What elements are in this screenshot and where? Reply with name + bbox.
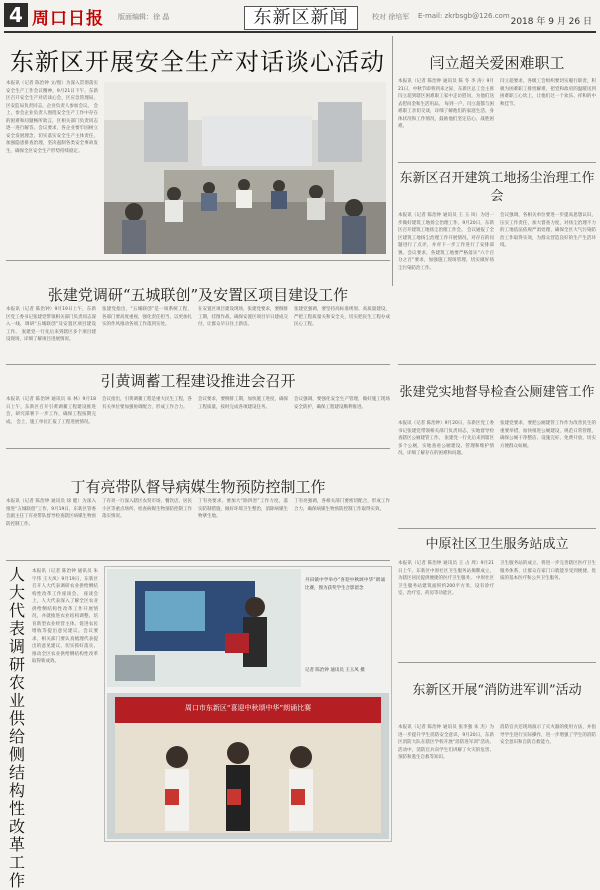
article-body-pest-4: 丁有亮强调，各相关部门要密切配合，形成工作合力，确保病媒生物预防控制工作取得实效。 [294, 499, 390, 512]
page-number: 4 [4, 3, 28, 27]
photo-caption: 丹田镇中学举办“喜迎中秋颂中华”朗诵比赛，图为获奖学生合影留念 [305, 578, 385, 591]
article-title-toilet: 张建党实地督导检查公厕建管工作 [399, 385, 595, 400]
header-divider [4, 31, 596, 33]
article-body-toilet-2: 张建党要求，要把公厕建管工作作为改善民生的重要举措，加快推进公厕建设，规范日常管理，确保公厕干净整洁、设施完好、免费开放，切实方便群众如厕。 [500, 421, 596, 449]
section-rule [398, 162, 596, 163]
section-rule [6, 260, 390, 261]
article-body-pest-1: 本报讯（记者 陈治钟 通讯员 徐 健）为深入推进“五城联创”工作，9月19日，东新区管委会副主任丁有亮带队督导检查辖区病媒生物预防控制工作。 [6, 499, 96, 527]
newspaper-name: 周口日报 [32, 9, 104, 29]
article-title-inspection: 张建党调研“五城联创”及安置区项目建设工作 [47, 286, 349, 304]
article-body-safety: 本报讯（记者 陈治钟 文/图）为深入贯彻落实安全生产工作会议精神，9月21日下午，东新区召开安全生产对话谈心会，区应急管理局、区安监局负责同志，企业负责人参加会议。 会上，参会企业负责人围绕安全生产工作中存在的困难和问题畅所欲言，区相关部门负责同志逐一进行解答。会议要求，各企业要牢固树立安全发展理念，切实落实安全生产主体责任，加强隐患排查治理，坚决遏制各类安全事故发生，确保全区安全生产形势持续稳定。 [6, 81, 98, 154]
article-title-safety: 东新区开展安全生产对话谈心活动 [10, 48, 385, 76]
article-body-water-1: 本报讯（记者 陈治钟 通讯员 朱 林）9月18日上午，东新区召开引黄调蓄工程建设推进会，研究部署下一步工作，确保工程按期完成。 会上，施工单位汇报了工程进展情况。 [6, 397, 96, 425]
editor-info: 版面编辑：徐 晶 [118, 13, 170, 21]
article-body-inspection-1: 本报讯（记者 陈治钟）9月19日上午，东新区党工委书记张建党带领相关部门负责同志深入一线，调研“五城联创”及安置区项目建设工作。 张建党一行先后来到辖区多个项目建设现场，详细了解项目进展情况。 [6, 307, 96, 342]
article-body-inspection-2: 张建党指出，“五城联创”是一项系统工程，各部门要高度重视，强化责任担当，以更加扎实的作风推动各项工作落到实处。 [102, 307, 192, 327]
article-body-water-4: 会议强调，要强化安全生产管理，做好施工现场安全防护，确保工程建设顺利推进。 [294, 397, 390, 410]
reading-contest-photos [104, 566, 392, 842]
article-body-pest-2: 丁有亮一行深入辖区农贸市场、餐饮店、居民小区等重点场所，检查病媒生物预防控制工作落实情况。 [102, 499, 192, 519]
column-rule [392, 36, 393, 286]
section-rule [398, 364, 596, 365]
article-title-clinic: 中原社区卫生服务站成立 [425, 537, 569, 552]
article-title-pest: 丁有亮带队督导病媒生物预防控制工作 [70, 478, 326, 496]
article-body-fire-2: 消防官兵还现场演示了灭火器的使用方法，并指导学生进行实际操作，进一步增强了学生的消防安全意识和自防自救能力。 [500, 725, 596, 745]
section-rule [6, 364, 390, 365]
article-body-dust-2: 会议强调，各相关单位要进一步提高思想认识，压实工作责任，加大督查力度，对扬尘治理不力的工地依法依规严肃处理，确保全区大气污染防治工作取得实效，为群众营造良好的生产生活环境。 [500, 213, 596, 248]
email: E-mail: zkrbsgb@126.com [418, 12, 510, 20]
article-body-care-2: 闫立超要求，各级工会组织要切实履行职责，积极为困难职工排忧解难，把党和政府的温暖送到困难职工心坎上，让他们过一个欢乐、祥和的中秋佳节。 [500, 79, 596, 107]
article-title-dust: 东新区召开建筑工地扬尘治理工作会 [399, 171, 595, 204]
article-body-care-1: 本报讯（记者 陈治钟 通讯员 陈 冬 李 涛）9月21日，中秋节即将到来之际，东新区总工会主席闫立超到辖区困难职工家中走访慰问，为他们送去慰问金和生活用品。 每到一户，闫立超都与困难职工亲切交谈，详细了解他们的家庭生活、身体状况和工作情况，鼓励他们坚定信心、战胜困难。 [398, 79, 494, 129]
article-body-clinic-2: 卫生服务站的成立，将进一步完善辖区医疗卫生服务体系，让群众在家门口就能享受到便捷、优质的基本医疗和公共卫生服务。 [500, 561, 596, 581]
article-title-water: 引黄调蓄工程建设推进会召开 [100, 372, 296, 390]
photo-credit: 记者 陈治钟 通讯员 王玉凤 摄 [305, 668, 365, 673]
article-body-water-2: 会议指出，引黄调蓄工程是重大民生工程，各有关单位要加强协调配合，形成工作合力。 [102, 397, 192, 410]
article-body-toilet-1: 本报讯（记者 陈治钟）9月20日，东新区党工委书记张建党带领相关部门负责同志，实地督导检查辖区公厕建管工作。 张建党一行先后来到辖区多个公厕，实地查看公厕建设、管理和维护情况，详细了解存在的困难和问题。 [398, 421, 494, 456]
article-title-npc: 人大代表调研农业供给侧结构性改革工作 [8, 565, 25, 890]
proof-info: 校对 徐培军 [372, 13, 410, 21]
article-body-dust-1: 本报讯（记者 陈治钟 通讯员 王 玉 凤）为进一步做好建筑工地扬尘治理工作，9月20日，东新区召开建筑工地扬尘治理工作会。 会议通报了全区建筑工地扬尘治理工作开展情况，对存在的问题进行了点评，并对下一步工作进行了安排部署。会议要求，各建筑工地要严格落实“六个百分之百”要求，加强施工现场管理，切实做好扬尘污染防治工作。 [398, 213, 494, 271]
article-body-pest-3: 丁有亮要求，要加大“除四害”工作力度，落实防制措施，做好环境卫生整治，消除病媒生物孳生地。 [198, 499, 288, 519]
article-body-npc: 本报讯（记者 陈治钟 通讯员 朱宇伟 王大凤）9月19日，东新区召开人大代表调研农业供给侧结构性改革工作座谈会。 座谈会上，人大代表深入了解全区农业供给侧结构性改革工作开展情况，并就推进农业结构调整、培育新型农业经营主体、促进农民增收等提出意见建议。会议要求，相关部门要认真梳理代表提出的意见建议，切实抓好落实，推动全区农业供给侧结构性改革取得新成效。 [32, 569, 98, 664]
article-body-inspection-3: 在安置区项目建设现场，张建党要求，要倒排工期，挂图作战，确保安置区项目早日建成交付，让群众早日住上新房。 [198, 307, 288, 327]
contest-banner: 周口市东新区“喜迎中秋颂中华”朗诵比赛 [184, 704, 312, 712]
article-title-fire: 东新区开展“消防进军训”活动 [412, 683, 582, 698]
section-rule [6, 448, 390, 449]
section-rule [398, 662, 596, 663]
article-body-clinic-1: 本报讯（记者 陈治钟 通讯员 王 占 周）9月21日上午，东新区中原社区卫生服务站揭牌成立，为辖区居民提供便捷的医疗卫生服务。 中原社区卫生服务站建筑面积约200平方米，设有诊疗室、治疗室、药房等功能区。 [398, 561, 494, 596]
article-body-fire-1: 本报讯（记者 陈治钟 通讯员 张李强 朱 杰）为进一步提升学生消防安全意识，9月20日，东新区消防大队在辖区学校开展“消防进军训”活动。 活动中，消防官兵向学生们讲解了火灾的危害、预防和逃生自救等知识。 [398, 725, 494, 760]
section-rule [6, 560, 390, 561]
issue-date: 2018 年 9 月 26 日 [510, 17, 592, 27]
section-rule [398, 528, 596, 529]
article-title-care: 闫立超关爱困难职工 [429, 54, 565, 72]
meeting-photo [104, 82, 386, 254]
article-body-inspection-4: 张建党强调，要坚持高标准规划、高质量建设，严把工程质量关和安全关，切实把民生工程办成民心工程。 [294, 307, 390, 327]
article-body-water-3: 会议要求，要倒排工期，加快施工进度，确保工程质量，按时完成各项建设任务。 [198, 397, 288, 410]
section-title: 东新区新闻 [244, 6, 358, 30]
